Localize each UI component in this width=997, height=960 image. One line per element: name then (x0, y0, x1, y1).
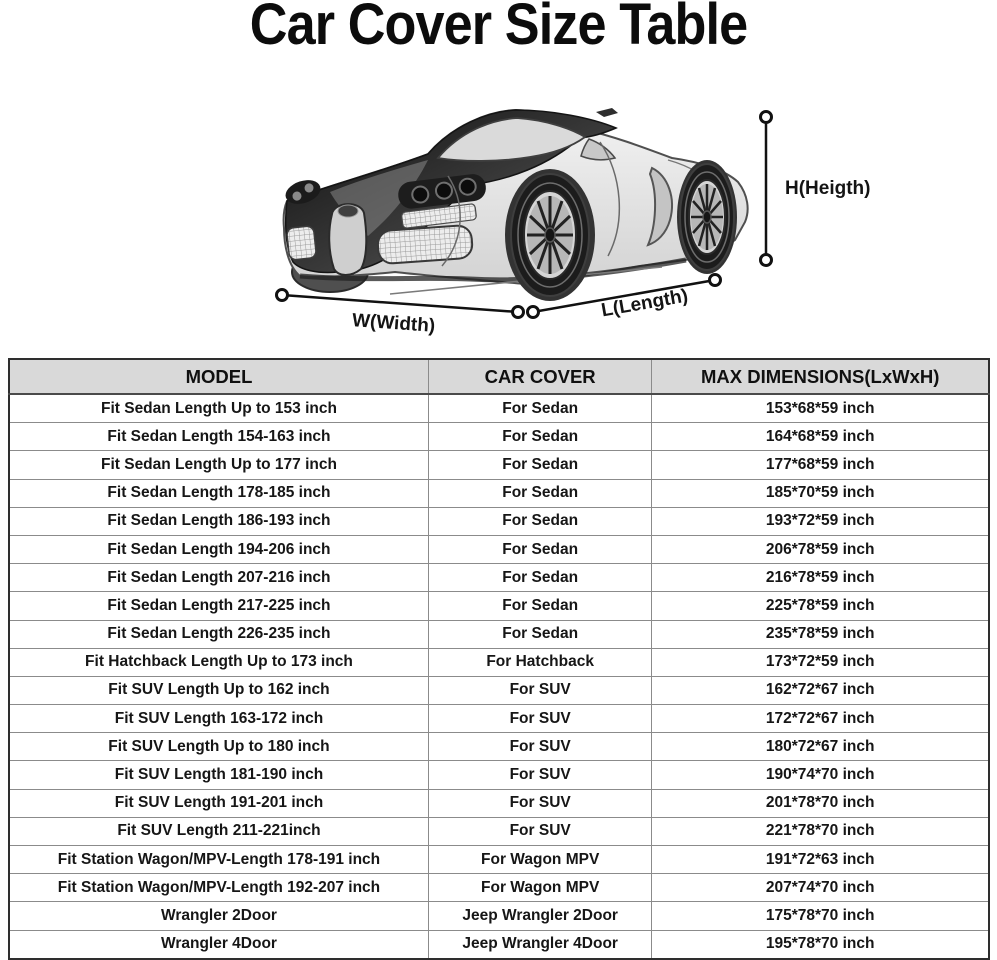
car-cover-cell: For Sedan (428, 507, 651, 535)
table-row (9, 592, 989, 620)
max-dimensions-cell: 191*72*63 inch (652, 846, 989, 874)
max-dimensions-cell: 225*78*59 inch (652, 592, 989, 620)
table-row (9, 676, 989, 704)
model-cell: Fit Station Wagon/MPV-Length 192-207 inch (9, 874, 428, 902)
width-dimension-label: W(Width) (351, 310, 436, 337)
car-cover-cell: For Sedan (428, 394, 651, 423)
table-row (9, 451, 989, 479)
car-cover-cell: For SUV (428, 817, 651, 845)
model-cell: Fit SUV Length 191-201 inch (9, 789, 428, 817)
table-row (9, 930, 989, 959)
model-cell: Fit SUV Length 211-221inch (9, 817, 428, 845)
page-title: Car Cover Size Table (249, 0, 748, 57)
size-table (8, 358, 990, 960)
table-row (9, 817, 989, 845)
max-dimensions-cell: 180*72*67 inch (652, 733, 989, 761)
car-cover-cell: For Sedan (428, 423, 651, 451)
height-dimension-label: H(Heigth) (785, 178, 871, 199)
car-dimension-diagram (0, 80, 997, 352)
table-row (9, 620, 989, 648)
max-dimensions-cell: 173*72*59 inch (652, 648, 989, 676)
car-cover-cell: For SUV (428, 761, 651, 789)
model-cell: Fit SUV Length Up to 180 inch (9, 733, 428, 761)
table-row (9, 479, 989, 507)
size-table-header-row (9, 359, 989, 394)
max-dimensions-cell: 185*70*59 inch (652, 479, 989, 507)
model-cell: Wrangler 2Door (9, 902, 428, 930)
max-dimensions-cell: 235*78*59 inch (652, 620, 989, 648)
car-cover-cell: For Sedan (428, 451, 651, 479)
table-row (9, 705, 989, 733)
model-cell: Fit Sedan Length 194-206 inch (9, 535, 428, 563)
model-cell: Wrangler 4Door (9, 930, 428, 959)
car-cover-cell: For Wagon MPV (428, 874, 651, 902)
car-cover-cell: For Hatchback (428, 648, 651, 676)
model-cell: Fit Sedan Length 186-193 inch (9, 507, 428, 535)
table-row (9, 648, 989, 676)
max-dimensions-cell: 193*72*59 inch (652, 507, 989, 535)
table-row (9, 789, 989, 817)
model-cell: Fit Sedan Length 178-185 inch (9, 479, 428, 507)
car-cover-cell: For Sedan (428, 620, 651, 648)
model-cell: Fit Station Wagon/MPV-Length 178-191 inch (9, 846, 428, 874)
car-cover-cell: Jeep Wrangler 2Door (428, 902, 651, 930)
model-cell: Fit Sedan Length Up to 177 inch (9, 451, 428, 479)
column-header-max-dimensions: MAX DIMENSIONS(LxWxH) (652, 359, 989, 394)
car-cover-cell: For Sedan (428, 564, 651, 592)
max-dimensions-cell: 207*74*70 inch (652, 874, 989, 902)
table-row (9, 874, 989, 902)
table-row (9, 394, 989, 423)
max-dimensions-cell: 162*72*67 inch (652, 676, 989, 704)
model-cell: Fit Sedan Length 154-163 inch (9, 423, 428, 451)
length-dimension-label: L(Length) (599, 285, 690, 322)
model-cell: Fit Sedan Length Up to 153 inch (9, 394, 428, 423)
max-dimensions-cell: 153*68*59 inch (652, 394, 989, 423)
model-cell: Fit Sedan Length 226-235 inch (9, 620, 428, 648)
car-cover-cell: For SUV (428, 705, 651, 733)
model-cell: Fit Hatchback Length Up to 173 inch (9, 648, 428, 676)
table-row (9, 564, 989, 592)
car-cover-cell: Jeep Wrangler 4Door (428, 930, 651, 959)
table-row (9, 535, 989, 563)
model-cell: Fit Sedan Length 207-216 inch (9, 564, 428, 592)
max-dimensions-cell: 177*68*59 inch (652, 451, 989, 479)
max-dimensions-cell: 172*72*67 inch (652, 705, 989, 733)
max-dimensions-cell: 195*78*70 inch (652, 930, 989, 959)
car-cover-cell: For Sedan (428, 479, 651, 507)
model-cell: Fit SUV Length 181-190 inch (9, 761, 428, 789)
model-cell: Fit SUV Length Up to 162 inch (9, 676, 428, 704)
max-dimensions-cell: 201*78*70 inch (652, 789, 989, 817)
car-cover-cell: For Sedan (428, 535, 651, 563)
model-cell: Fit SUV Length 163-172 inch (9, 705, 428, 733)
max-dimensions-cell: 164*68*59 inch (652, 423, 989, 451)
table-row (9, 423, 989, 451)
max-dimensions-cell: 190*74*70 inch (652, 761, 989, 789)
model-cell: Fit Sedan Length 217-225 inch (9, 592, 428, 620)
car-cover-cell: For SUV (428, 789, 651, 817)
column-header-car-cover: CAR COVER (428, 359, 651, 394)
max-dimensions-cell: 206*78*59 inch (652, 535, 989, 563)
column-header-model: MODEL (9, 359, 428, 394)
max-dimensions-cell: 216*78*59 inch (652, 564, 989, 592)
max-dimensions-cell: 175*78*70 inch (652, 902, 989, 930)
car-cover-cell: For Wagon MPV (428, 846, 651, 874)
table-row (9, 761, 989, 789)
car-cover-cell: For SUV (428, 733, 651, 761)
table-row (9, 902, 989, 930)
table-row (9, 846, 989, 874)
car-cover-cell: For Sedan (428, 592, 651, 620)
table-row (9, 733, 989, 761)
max-dimensions-cell: 221*78*70 inch (652, 817, 989, 845)
car-illustration-icon (0, 80, 997, 352)
table-row (9, 507, 989, 535)
car-cover-cell: For SUV (428, 676, 651, 704)
